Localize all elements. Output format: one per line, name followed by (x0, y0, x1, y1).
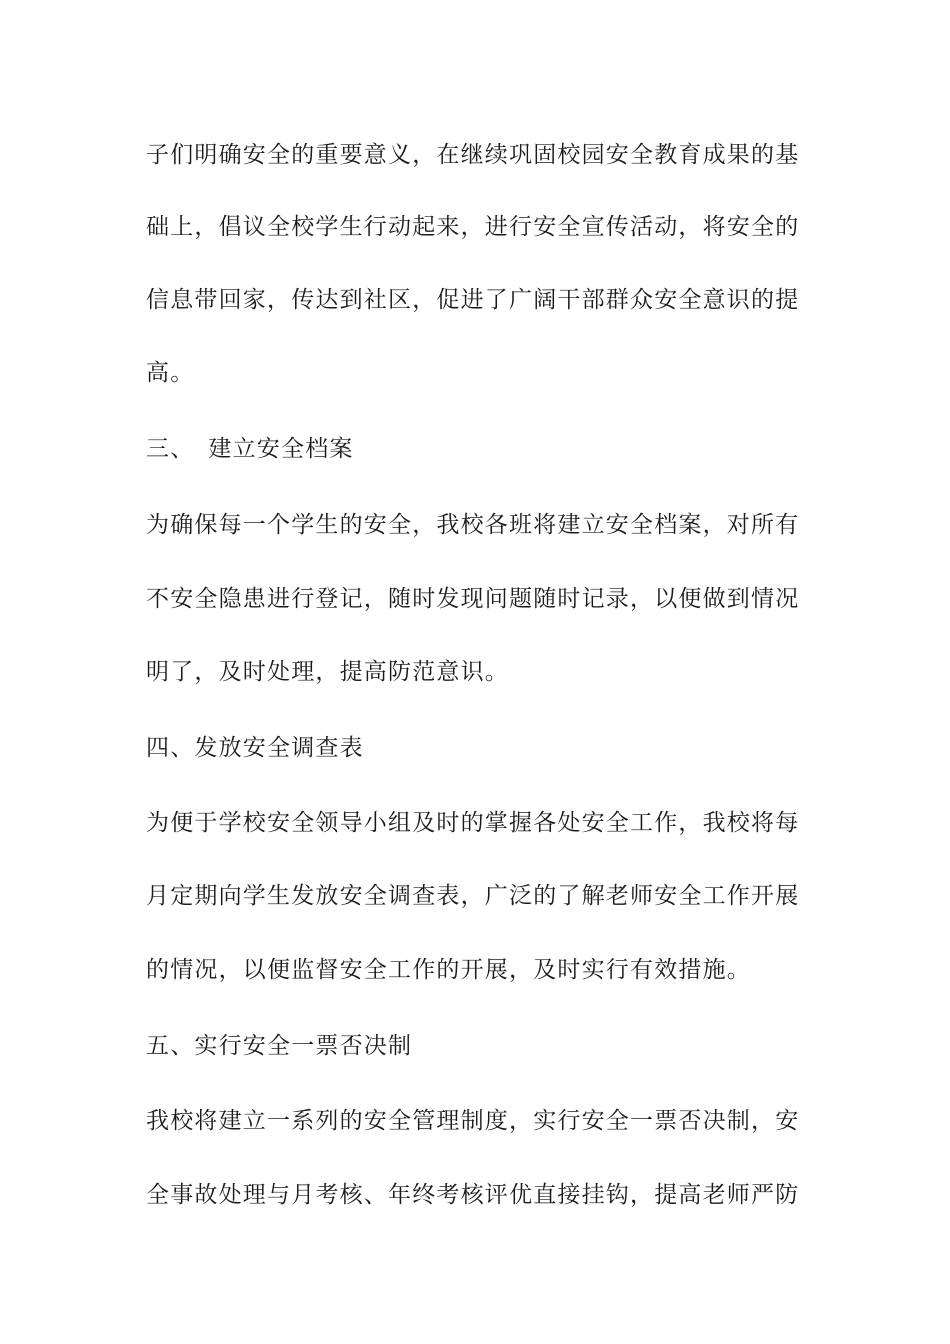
paragraph-line: 不安全隐患进行登记，随时发现问题随时记录，以便做到情况 (146, 586, 800, 612)
paragraph-line: 我校将建立一系列的安全管理制度，实行安全一票否决制，安 (146, 1108, 800, 1134)
section-heading-four: 四、发放安全调查表 (146, 735, 364, 761)
paragraph-line: 子们明确安全的重要意义，在继续巩固校园安全教育成果的基 (146, 142, 800, 168)
paragraph-line: 础上，倡议全校学生行动起来，进行安全宣传活动，将安全的 (146, 214, 800, 240)
paragraph-line: 的情况，以便监督安全工作的开展，及时实行有效措施。 (146, 957, 751, 983)
paragraph-line: 明了，及时处理，提高防范意识。 (146, 659, 509, 685)
paragraph-line: 月定期向学生发放安全调查表，广泛的了解老师安全工作开展 (146, 883, 800, 909)
paragraph-line: 为便于学校安全领导小组及时的掌握各处安全工作，我校将每 (146, 810, 800, 836)
section-heading-five: 五、实行安全一票否决制 (146, 1033, 413, 1059)
paragraph-line: 信息带回家，传达到社区，促进了广阔干部群众安全意识的提 (146, 287, 800, 313)
paragraph-line: 全事故处理与月考核、年终考核评优直接挂钩，提高老师严防 (146, 1182, 800, 1208)
section-number: 三、 (146, 436, 195, 462)
paragraph-line: 高。 (146, 360, 195, 386)
section-heading-three (146, 434, 806, 464)
section-title: 建立安全档案 (208, 436, 354, 462)
paragraph-line: 为确保每一个学生的安全，我校各班将建立安全档案，对所有 (146, 512, 800, 538)
